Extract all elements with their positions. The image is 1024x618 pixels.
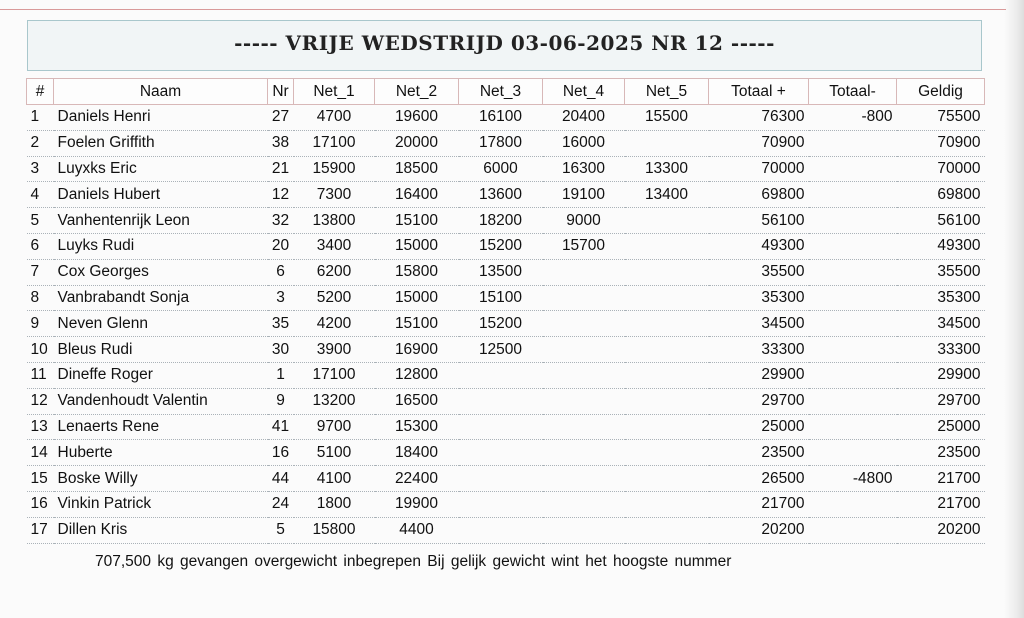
cell-geldig: 75500	[897, 105, 985, 131]
cell-net-1: 15800	[294, 517, 375, 543]
cell-naam: Vanhentenrijk Leon	[54, 208, 268, 234]
cell-net-2: 15100	[375, 208, 459, 234]
cell-net-3: 12500	[459, 337, 543, 363]
cell-index: 11	[27, 362, 54, 388]
cell-net-4: 16300	[543, 156, 625, 182]
cell-net-1: 13200	[294, 388, 375, 414]
cell-net-1: 7300	[294, 182, 375, 208]
cell-net-4	[543, 440, 625, 466]
cell-net-2: 16900	[375, 337, 459, 363]
cell-totaal-min: -800	[809, 105, 897, 131]
cell-net-4	[543, 414, 625, 440]
cell-naam: Dineffe Roger	[54, 362, 268, 388]
cell-index: 16	[27, 491, 54, 517]
cell-net-4	[543, 466, 625, 492]
cell-totaal-plus: 34500	[709, 311, 809, 337]
cell-net-3	[459, 466, 543, 492]
cell-naam: Bleus Rudi	[54, 337, 268, 363]
table-body	[27, 105, 985, 544]
cell-net-5	[625, 311, 709, 337]
cell-totaal-min	[809, 156, 897, 182]
cell-totaal-plus: 29700	[709, 388, 809, 414]
cell-index: 14	[27, 440, 54, 466]
cell-nr: 35	[268, 311, 294, 337]
cell-net-5: 15500	[625, 105, 709, 131]
cell-net-2: 15000	[375, 285, 459, 311]
table-row	[27, 208, 985, 234]
cell-geldig: 23500	[897, 440, 985, 466]
cell-totaal-plus: 70900	[709, 130, 809, 156]
cell-naam: Daniels Hubert	[54, 182, 268, 208]
cell-geldig: 70900	[897, 130, 985, 156]
cell-net-3	[459, 362, 543, 388]
cell-net-1: 17100	[294, 130, 375, 156]
cell-net-2: 19600	[375, 105, 459, 131]
table-header-row	[27, 79, 985, 105]
cell-nr: 30	[268, 337, 294, 363]
cell-nr: 44	[268, 466, 294, 492]
column-header-net-1: Net_1	[294, 79, 375, 105]
footer-note: 707,500 kg gevangen overgewicht inbegrepen Bij gelijk gewicht wint het hoogste nummer	[95, 553, 732, 570]
cell-nr: 32	[268, 208, 294, 234]
cell-totaal-min	[809, 208, 897, 234]
column-header-nr: Nr	[268, 79, 294, 105]
cell-net-4: 9000	[543, 208, 625, 234]
cell-net-3: 13500	[459, 259, 543, 285]
cell-geldig: 20200	[897, 517, 985, 543]
cell-net-5	[625, 259, 709, 285]
cell-net-5: 13400	[625, 182, 709, 208]
column-header-totaal-plus: Totaal +	[709, 79, 809, 105]
cell-net-1: 4200	[294, 311, 375, 337]
table-row	[27, 517, 985, 543]
cell-nr: 9	[268, 388, 294, 414]
cell-net-1: 13800	[294, 208, 375, 234]
cell-totaal-plus: 20200	[709, 517, 809, 543]
cell-index: 2	[27, 130, 54, 156]
cell-geldig: 34500	[897, 311, 985, 337]
cell-net-2: 15800	[375, 259, 459, 285]
cell-naam: Foelen Griffith	[54, 130, 268, 156]
cell-net-3: 15200	[459, 233, 543, 259]
cell-net-4	[543, 285, 625, 311]
table-row	[27, 414, 985, 440]
cell-naam: Cox Georges	[54, 259, 268, 285]
cell-net-3: 17800	[459, 130, 543, 156]
cell-net-2: 15000	[375, 233, 459, 259]
cell-net-1: 3400	[294, 233, 375, 259]
cell-geldig: 29700	[897, 388, 985, 414]
cell-net-3: 16100	[459, 105, 543, 131]
cell-geldig: 49300	[897, 233, 985, 259]
cell-geldig: 21700	[897, 491, 985, 517]
column-header-net-2: Net_2	[375, 79, 459, 105]
cell-totaal-plus: 26500	[709, 466, 809, 492]
cell-totaal-plus: 23500	[709, 440, 809, 466]
page-title: ----- VRIJE WEDSTRIJD 03-06-2025 NR 12 -----	[234, 31, 775, 55]
cell-net-5: 13300	[625, 156, 709, 182]
table-row	[27, 285, 985, 311]
cell-net-1: 3900	[294, 337, 375, 363]
cell-net-4	[543, 362, 625, 388]
cell-naam: Vanbrabandt Sonja	[54, 285, 268, 311]
table-row	[27, 491, 985, 517]
cell-index: 17	[27, 517, 54, 543]
results-table	[26, 78, 985, 544]
cell-net-5	[625, 414, 709, 440]
cell-naam: Dillen Kris	[54, 517, 268, 543]
cell-totaal-min	[809, 491, 897, 517]
cell-net-1: 6200	[294, 259, 375, 285]
cell-nr: 1	[268, 362, 294, 388]
cell-net-1: 1800	[294, 491, 375, 517]
cell-totaal-min	[809, 285, 897, 311]
cell-net-1: 4700	[294, 105, 375, 131]
table-row	[27, 259, 985, 285]
cell-net-3	[459, 414, 543, 440]
cell-nr: 27	[268, 105, 294, 131]
cell-naam: Huberte	[54, 440, 268, 466]
cell-nr: 38	[268, 130, 294, 156]
cell-net-3	[459, 517, 543, 543]
cell-geldig: 21700	[897, 466, 985, 492]
cell-index: 13	[27, 414, 54, 440]
cell-net-5	[625, 130, 709, 156]
cell-net-4	[543, 388, 625, 414]
cell-totaal-plus: 49300	[709, 233, 809, 259]
title-box	[27, 20, 982, 71]
cell-net-2: 19900	[375, 491, 459, 517]
cell-totaal-plus: 21700	[709, 491, 809, 517]
cell-totaal-min	[809, 362, 897, 388]
cell-net-3: 6000	[459, 156, 543, 182]
cell-naam: Boske Willy	[54, 466, 268, 492]
cell-net-1: 9700	[294, 414, 375, 440]
cell-totaal-min	[809, 233, 897, 259]
cell-totaal-min	[809, 388, 897, 414]
cell-index: 10	[27, 337, 54, 363]
cell-index: 3	[27, 156, 54, 182]
cell-naam: Luyks Rudi	[54, 233, 268, 259]
cell-totaal-plus: 70000	[709, 156, 809, 182]
column-header-net-5: Net_5	[625, 79, 709, 105]
cell-nr: 16	[268, 440, 294, 466]
cell-naam: Lenaerts Rene	[54, 414, 268, 440]
cell-net-2: 20000	[375, 130, 459, 156]
cell-naam: Luyxks Eric	[54, 156, 268, 182]
table-row	[27, 233, 985, 259]
cell-net-2: 4400	[375, 517, 459, 543]
cell-net-4: 16000	[543, 130, 625, 156]
cell-net-4	[543, 491, 625, 517]
cell-geldig: 35300	[897, 285, 985, 311]
table-row	[27, 337, 985, 363]
column-header-net-4: Net_4	[543, 79, 625, 105]
cell-index: 6	[27, 233, 54, 259]
cell-nr: 41	[268, 414, 294, 440]
cell-totaal-plus: 35500	[709, 259, 809, 285]
cell-geldig: 33300	[897, 337, 985, 363]
cell-net-5	[625, 285, 709, 311]
table-row	[27, 440, 985, 466]
cell-index: 1	[27, 105, 54, 131]
cell-net-2: 18400	[375, 440, 459, 466]
cell-totaal-plus: 76300	[709, 105, 809, 131]
cell-net-5	[625, 362, 709, 388]
table-row	[27, 311, 985, 337]
cell-net-4	[543, 311, 625, 337]
cell-net-5	[625, 233, 709, 259]
cell-net-4: 15700	[543, 233, 625, 259]
cell-net-3	[459, 440, 543, 466]
cell-net-3: 18200	[459, 208, 543, 234]
cell-naam: Vandenhoudt Valentin	[54, 388, 268, 414]
table-row	[27, 156, 985, 182]
column-header-index: #	[27, 79, 54, 105]
cell-net-2: 18500	[375, 156, 459, 182]
cell-net-2: 15100	[375, 311, 459, 337]
cell-index: 12	[27, 388, 54, 414]
cell-totaal-min	[809, 311, 897, 337]
cell-net-3: 13600	[459, 182, 543, 208]
cell-net-2: 16400	[375, 182, 459, 208]
cell-net-5	[625, 440, 709, 466]
cell-totaal-plus: 25000	[709, 414, 809, 440]
cell-net-1: 5100	[294, 440, 375, 466]
cell-net-2: 15300	[375, 414, 459, 440]
cell-net-4: 19100	[543, 182, 625, 208]
cell-index: 9	[27, 311, 54, 337]
cell-totaal-plus: 56100	[709, 208, 809, 234]
cell-net-5	[625, 208, 709, 234]
cell-totaal-plus: 69800	[709, 182, 809, 208]
cell-net-3	[459, 491, 543, 517]
cell-naam: Vinkin Patrick	[54, 491, 268, 517]
column-header-totaal-min: Totaal-	[809, 79, 897, 105]
cell-index: 5	[27, 208, 54, 234]
cell-geldig: 29900	[897, 362, 985, 388]
cell-naam: Daniels Henri	[54, 105, 268, 131]
cell-net-1: 15900	[294, 156, 375, 182]
cell-nr: 12	[268, 182, 294, 208]
cell-nr: 20	[268, 233, 294, 259]
cell-totaal-min	[809, 259, 897, 285]
cell-net-3: 15200	[459, 311, 543, 337]
cell-totaal-min	[809, 517, 897, 543]
cell-totaal-min	[809, 414, 897, 440]
cell-index: 7	[27, 259, 54, 285]
cell-totaal-plus: 33300	[709, 337, 809, 363]
cell-net-1: 4100	[294, 466, 375, 492]
cell-geldig: 56100	[897, 208, 985, 234]
cell-totaal-min: -4800	[809, 466, 897, 492]
cell-totaal-min	[809, 440, 897, 466]
cell-net-5	[625, 466, 709, 492]
cell-net-3	[459, 388, 543, 414]
cell-net-5	[625, 388, 709, 414]
column-header-net-3: Net_3	[459, 79, 543, 105]
page-edge-shadow	[1004, 0, 1024, 618]
cell-net-1: 17100	[294, 362, 375, 388]
column-header-naam: Naam	[54, 79, 268, 105]
cell-index: 8	[27, 285, 54, 311]
cell-net-5	[625, 491, 709, 517]
table-row	[27, 362, 985, 388]
table-row	[27, 466, 985, 492]
cell-net-5	[625, 517, 709, 543]
cell-net-2: 12800	[375, 362, 459, 388]
cell-totaal-plus: 29900	[709, 362, 809, 388]
cell-totaal-plus: 35300	[709, 285, 809, 311]
cell-totaal-min	[809, 130, 897, 156]
cell-net-4	[543, 337, 625, 363]
table-row	[27, 105, 985, 131]
cell-index: 4	[27, 182, 54, 208]
cell-nr: 24	[268, 491, 294, 517]
cell-nr: 6	[268, 259, 294, 285]
cell-geldig: 35500	[897, 259, 985, 285]
cell-net-5	[625, 337, 709, 363]
cell-net-4: 20400	[543, 105, 625, 131]
cell-naam: Neven Glenn	[54, 311, 268, 337]
cell-totaal-min	[809, 182, 897, 208]
cell-net-2: 22400	[375, 466, 459, 492]
cell-net-4	[543, 517, 625, 543]
top-rule	[0, 9, 1006, 10]
cell-geldig: 25000	[897, 414, 985, 440]
table-row	[27, 182, 985, 208]
cell-totaal-min	[809, 337, 897, 363]
table-row	[27, 388, 985, 414]
cell-net-3: 15100	[459, 285, 543, 311]
cell-net-4	[543, 259, 625, 285]
cell-nr: 5	[268, 517, 294, 543]
table-row	[27, 130, 985, 156]
cell-geldig: 70000	[897, 156, 985, 182]
cell-geldig: 69800	[897, 182, 985, 208]
column-header-geldig: Geldig	[897, 79, 985, 105]
cell-index: 15	[27, 466, 54, 492]
cell-net-2: 16500	[375, 388, 459, 414]
cell-nr: 3	[268, 285, 294, 311]
cell-net-1: 5200	[294, 285, 375, 311]
cell-nr: 21	[268, 156, 294, 182]
